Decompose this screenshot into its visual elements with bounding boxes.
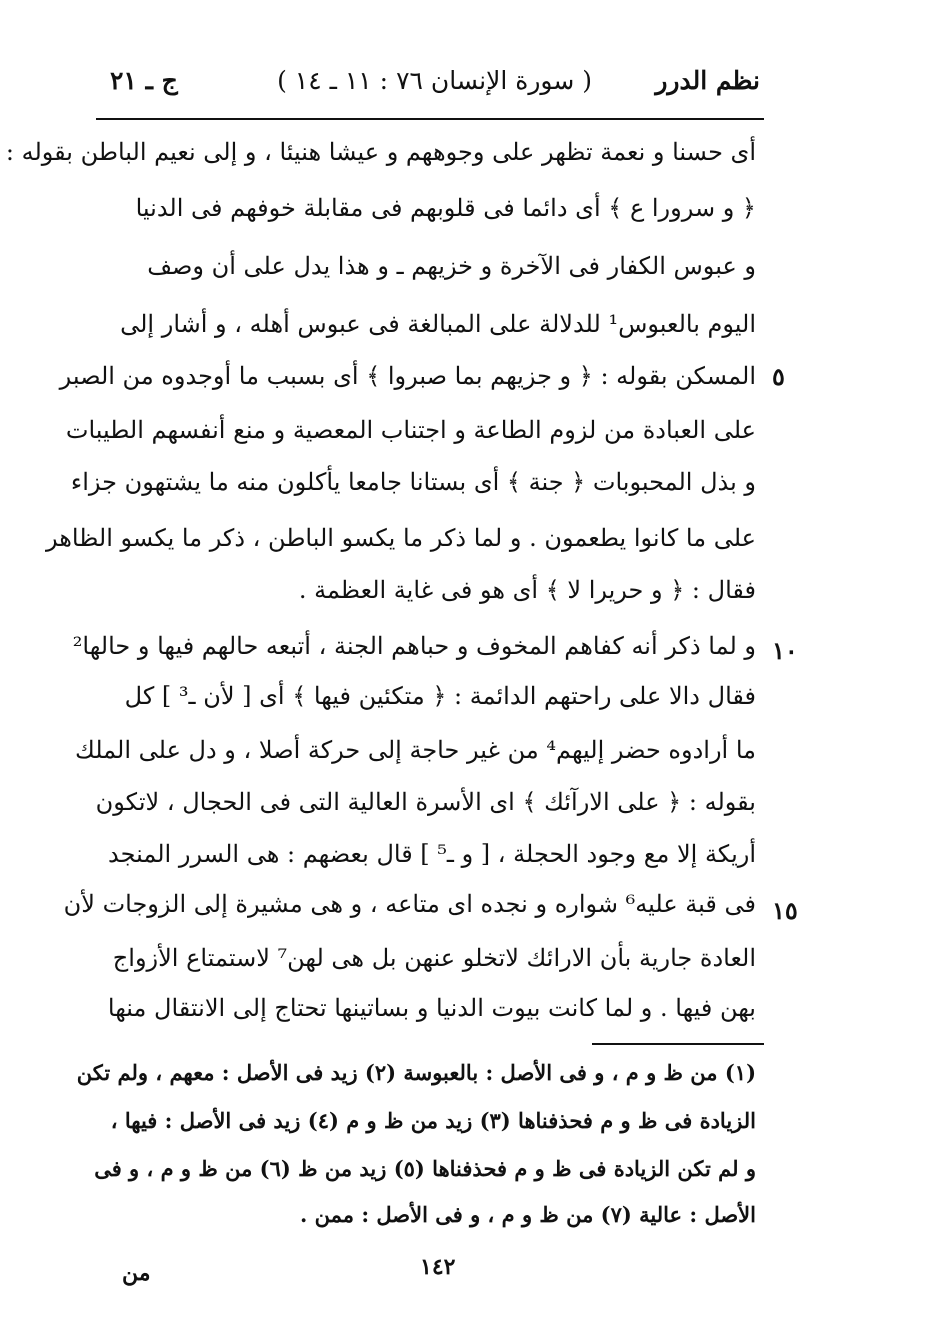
- text-line: فى قبة عليه⁶ شواره و نجده اى متاعه ، و هى مشيرة إلى الزوجات لأن: [63, 890, 756, 918]
- footnote-line: و لم تكن الزيادة فى ظ و م فحذفناها (٥) زيد من ظ (٦) من ظ و م ، و فى: [94, 1156, 756, 1181]
- text-line: فقال دالا على راحتهم الدائمة : ﴿ متكئين فيها ﴾ أى [ لأن ـ³ ] كل: [124, 682, 756, 710]
- text-line: العادة جارية بأن الارائك لاتخلو عنهن بل هى لهن⁷ لاستمتاع الأزواج: [112, 944, 756, 972]
- footnote-line: الزيادة فى ظ و م فحذفناها (٣) زيد من ظ و م (٤) زيد فى الأصل : فيها ،: [110, 1108, 756, 1133]
- footnote-rule: [592, 1043, 764, 1045]
- book-title: نظم الدرر: [655, 66, 760, 95]
- catchword: من: [122, 1260, 151, 1286]
- volume-number: ج ـ ٢١: [110, 66, 178, 95]
- text-line: و عبوس الكفار فى الآخرة و خزيهم ـ و هذا يدل على أن وصف: [147, 252, 756, 280]
- header-rule: [96, 118, 764, 120]
- text-line: أى حسنا و نعمة تظهر على وجوههم و عيشا هنيئا ، و إلى نعيم الباطن بقوله :: [5, 138, 756, 166]
- text-line: بقوله : ﴿ على الارآئك ﴾ اى الأسرة العالية التى فى الحجال ، لاتكون: [95, 788, 756, 816]
- surah-reference: ( سورة الإنسان ٧٦ : ١١ ـ ١٤ ): [277, 66, 592, 95]
- text-line: فقال : ﴿ و حريرا لا ﴾ أى هو فى غاية العظمة .: [298, 576, 756, 604]
- footnote-line: الأصل : عالية (٧) من ظ و م ، و فى الأصل : ممن .: [300, 1202, 756, 1227]
- text-line: أريكة إلا مع وجود الحجلة ، [ و ـ⁵ ] قال بعضهم : هى السرر المنجد: [108, 840, 756, 868]
- text-line: و بذل المحبوبات ﴿ جنة ﴾ أى بستانا جامعا يأكلون منه ما يشتهون جزاء: [70, 468, 756, 496]
- text-line: اليوم بالعبوس¹ للدلالة على المبالغة فى عبوس أهله ، و أشار إلى: [120, 310, 756, 338]
- running-header: [100, 62, 760, 106]
- line-number: ١٠: [772, 636, 798, 665]
- text-line: ﴿ و سرورا ع ﴾ أى دائما فى قلوبهم فى مقابلة خوفهم فى الدنيا: [135, 194, 756, 222]
- footnote-line: (١) من ظ و م ، و فى الأصل : بالعبوسة (٢) زيد فى الأصل : معهم ، ولم تكن: [76, 1060, 756, 1085]
- text-line: على العبادة من لزوم الطاعة و اجتناب المعصية و منع أنفسهم الطيبات: [65, 416, 756, 444]
- text-line: المسكن بقوله : ﴿ و جزيهم بما صبروا ﴾ أى بسبب ما أوجدوه من الصبر: [59, 362, 756, 390]
- line-number: ٥: [772, 362, 785, 391]
- page-number: ١٤٢: [420, 1254, 456, 1280]
- line-number: ١٥: [772, 896, 798, 925]
- text-line: و لما ذكر أنه كفاهم المخوف و حباهم الجنة ، أتبعه حالهم فيها و حالها²: [72, 632, 756, 660]
- text-line: على ما كانوا يطعمون . و لما ذكر ما يكسو الباطن ، ذكر ما يكسو الظاهر: [46, 524, 756, 552]
- text-line: ما أرادوه حضر إليهم⁴ من غير حاجة إلى حركة أصلا ، و دل على الملك: [74, 736, 756, 764]
- text-line: بهن فيها . و لما كانت بيوت الدنيا و بساتينها تحتاج إلى الانتقال منها: [107, 994, 756, 1022]
